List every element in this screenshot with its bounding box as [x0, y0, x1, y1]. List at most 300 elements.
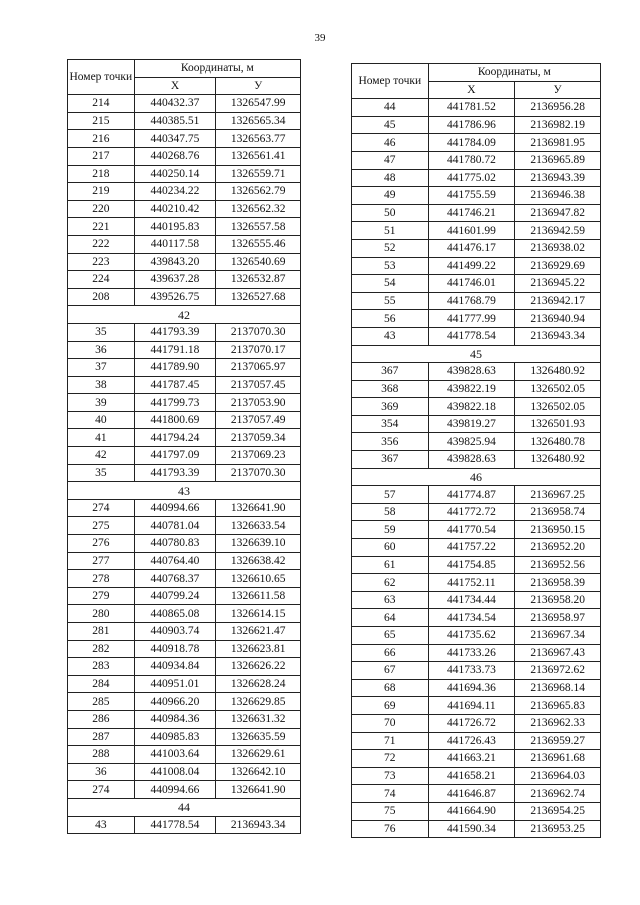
- table-row: [352, 556, 601, 574]
- x-coordinate-cell: 441780.72: [428, 151, 515, 169]
- point-number-cell: 42: [68, 447, 135, 465]
- x-coordinate-cell: 441008.04: [134, 763, 216, 781]
- y-coordinate-cell: 1326502.05: [515, 398, 601, 416]
- y-coordinate-cell: 2136961.68: [515, 750, 601, 768]
- point-number-cell: 38: [68, 376, 135, 394]
- y-coordinate-cell: 2137069.23: [216, 447, 301, 465]
- y-coordinate-cell: 2136972.62: [515, 662, 601, 680]
- table-row: [352, 521, 601, 539]
- table-row: [352, 327, 601, 345]
- x-coordinate-cell: 441791.18: [134, 341, 216, 359]
- x-coordinate-cell: 441601.99: [428, 222, 515, 240]
- x-coordinate-cell: 440799.24: [134, 587, 216, 605]
- table-row: [352, 767, 601, 785]
- x-coordinate-cell: 439828.63: [428, 451, 515, 469]
- table-row: [352, 151, 601, 169]
- x-coordinate-cell: 440903.74: [134, 623, 216, 641]
- section-row: [352, 345, 601, 363]
- x-coordinate-cell: 440865.08: [134, 605, 216, 623]
- table-row: [352, 415, 601, 433]
- x-coordinate-cell: 441786.96: [428, 116, 515, 134]
- x-coordinate-cell: 441784.09: [428, 134, 515, 152]
- point-number-cell: 218: [68, 165, 135, 183]
- table-body-right: [352, 99, 601, 838]
- point-number-cell: 274: [68, 499, 135, 517]
- table-row: [68, 587, 301, 605]
- y-coordinate-cell: 1326547.99: [216, 95, 301, 113]
- point-number-cell: 68: [352, 679, 429, 697]
- x-coordinate-cell: 440918.78: [134, 640, 216, 658]
- coordinates-table-right: [351, 63, 601, 838]
- point-number-cell: 65: [352, 627, 429, 645]
- x-coordinate-cell: 440966.20: [134, 693, 216, 711]
- table-row: [68, 517, 301, 535]
- table-row: [68, 411, 301, 429]
- table-row: [68, 816, 301, 834]
- y-coordinate-cell: 2136958.20: [515, 591, 601, 609]
- point-number-cell: 50: [352, 204, 429, 222]
- y-header: У: [216, 77, 301, 95]
- table-row: [68, 271, 301, 289]
- point-number-cell: 43: [68, 816, 135, 834]
- x-coordinate-cell: 439822.18: [428, 398, 515, 416]
- section-row: [68, 306, 301, 324]
- point-number-cell: 219: [68, 183, 135, 201]
- table-row: [68, 165, 301, 183]
- point-number-cell: 63: [352, 591, 429, 609]
- point-number-cell: 40: [68, 411, 135, 429]
- table-row: [352, 239, 601, 257]
- y-coordinate-cell: 2136958.74: [515, 503, 601, 521]
- section-label: 43: [68, 482, 301, 500]
- x-coordinate-cell: 440994.66: [134, 499, 216, 517]
- table-row: [352, 363, 601, 381]
- x-coordinate-cell: 439526.75: [134, 288, 216, 306]
- point-number-cell: 45: [352, 116, 429, 134]
- table-row: [352, 679, 601, 697]
- x-coordinate-cell: 441778.54: [134, 816, 216, 834]
- table-row: [352, 451, 601, 469]
- table-row: [68, 183, 301, 201]
- point-number-cell: 48: [352, 169, 429, 187]
- point-number-cell: 69: [352, 697, 429, 715]
- table-row: [352, 539, 601, 557]
- y-coordinate-cell: 2136967.43: [515, 644, 601, 662]
- table-row: [352, 433, 601, 451]
- section-row: [68, 482, 301, 500]
- x-coordinate-cell: 440780.83: [134, 535, 216, 553]
- table-row: [68, 235, 301, 253]
- table-row: [68, 570, 301, 588]
- point-number-cell: 67: [352, 662, 429, 680]
- x-coordinate-cell: 440432.37: [134, 95, 216, 113]
- point-number-cell: 354: [352, 415, 429, 433]
- page-number: 39: [314, 32, 326, 44]
- y-coordinate-cell: 1326639.10: [216, 535, 301, 553]
- point-number-cell: 71: [352, 732, 429, 750]
- y-coordinate-cell: 1326641.90: [216, 781, 301, 799]
- y-coordinate-cell: 1326629.61: [216, 746, 301, 764]
- point-number-cell: 285: [68, 693, 135, 711]
- table-row: [68, 394, 301, 412]
- point-number-cell: 43: [352, 327, 429, 345]
- y-coordinate-cell: 2136959.27: [515, 732, 601, 750]
- y-coordinate-cell: 1326633.54: [216, 517, 301, 535]
- point-number-cell: 47: [352, 151, 429, 169]
- point-number-cell: 57: [352, 486, 429, 504]
- y-coordinate-cell: 1326562.32: [216, 200, 301, 218]
- x-coordinate-cell: 439825.94: [428, 433, 515, 451]
- point-number-cell: 215: [68, 112, 135, 130]
- table-row: [352, 697, 601, 715]
- x-coordinate-cell: 440234.22: [134, 183, 216, 201]
- x-coordinate-cell: 439819.27: [428, 415, 515, 433]
- y-coordinate-cell: 1326527.68: [216, 288, 301, 306]
- y-header: У: [515, 81, 601, 99]
- y-coordinate-cell: 2137059.34: [216, 429, 301, 447]
- point-number-cell: 51: [352, 222, 429, 240]
- y-coordinate-cell: 2137057.49: [216, 411, 301, 429]
- x-coordinate-cell: 440347.75: [134, 130, 216, 148]
- y-coordinate-cell: 2137070.30: [216, 464, 301, 482]
- point-number-cell: 223: [68, 253, 135, 271]
- y-coordinate-cell: 2136942.59: [515, 222, 601, 240]
- table-row: [352, 820, 601, 838]
- y-coordinate-cell: 2136952.56: [515, 556, 601, 574]
- point-number-cell: 220: [68, 200, 135, 218]
- x-coordinate-cell: 441752.11: [428, 574, 515, 592]
- table-row: [352, 187, 601, 205]
- y-coordinate-cell: 1326635.59: [216, 728, 301, 746]
- x-coordinate-cell: 441590.34: [428, 820, 515, 838]
- y-coordinate-cell: 2137057.45: [216, 376, 301, 394]
- table-row: [68, 781, 301, 799]
- y-coordinate-cell: 2136981.95: [515, 134, 601, 152]
- x-coordinate-cell: 441733.73: [428, 662, 515, 680]
- y-coordinate-cell: 1326540.69: [216, 253, 301, 271]
- table-row: [68, 535, 301, 553]
- point-number-cell: 221: [68, 218, 135, 236]
- x-coordinate-cell: 441777.99: [428, 310, 515, 328]
- coordinates-header: Координаты, м: [428, 64, 600, 82]
- point-number-cell: 280: [68, 605, 135, 623]
- point-number-cell: 367: [352, 363, 429, 381]
- section-label: 45: [352, 345, 601, 363]
- x-coordinate-cell: 440210.42: [134, 200, 216, 218]
- point-number-cell: 49: [352, 187, 429, 205]
- point-number-cell: 356: [352, 433, 429, 451]
- y-coordinate-cell: 2136929.69: [515, 257, 601, 275]
- point-number-cell: 282: [68, 640, 135, 658]
- point-number-cell: 208: [68, 288, 135, 306]
- x-coordinate-cell: 441499.22: [428, 257, 515, 275]
- point-number-cell: 54: [352, 275, 429, 293]
- point-number-cell: 59: [352, 521, 429, 539]
- y-coordinate-cell: 2136942.17: [515, 292, 601, 310]
- point-number-cell: 75: [352, 802, 429, 820]
- table-row: [352, 275, 601, 293]
- table-row: [352, 398, 601, 416]
- x-coordinate-cell: 440768.37: [134, 570, 216, 588]
- y-coordinate-cell: 2136962.74: [515, 785, 601, 803]
- table-row: [68, 147, 301, 165]
- point-number-cell: 279: [68, 587, 135, 605]
- point-number-cell: 224: [68, 271, 135, 289]
- x-coordinate-cell: 440984.36: [134, 710, 216, 728]
- y-coordinate-cell: 1326626.22: [216, 658, 301, 676]
- x-header: X: [428, 81, 515, 99]
- table-row: [68, 605, 301, 623]
- y-coordinate-cell: 1326621.47: [216, 623, 301, 641]
- table-row: [352, 99, 601, 117]
- point-number-cell: 53: [352, 257, 429, 275]
- point-number-cell: 72: [352, 750, 429, 768]
- point-number-cell: 287: [68, 728, 135, 746]
- y-coordinate-cell: 2137070.30: [216, 323, 301, 341]
- point-number-cell: 368: [352, 380, 429, 398]
- point-number-cell: 216: [68, 130, 135, 148]
- section-label: 42: [68, 306, 301, 324]
- table-row: [68, 675, 301, 693]
- y-coordinate-cell: 2136940.94: [515, 310, 601, 328]
- y-coordinate-cell: 1326561.41: [216, 147, 301, 165]
- table-row: [68, 218, 301, 236]
- y-coordinate-cell: 1326563.77: [216, 130, 301, 148]
- y-coordinate-cell: 2136953.25: [515, 820, 601, 838]
- table-row: [68, 429, 301, 447]
- table-row: [352, 662, 601, 680]
- x-coordinate-cell: 441800.69: [134, 411, 216, 429]
- x-coordinate-cell: 441772.72: [428, 503, 515, 521]
- y-coordinate-cell: 2136945.22: [515, 275, 601, 293]
- x-coordinate-cell: 440250.14: [134, 165, 216, 183]
- y-coordinate-cell: 2136967.34: [515, 627, 601, 645]
- x-coordinate-cell: 439843.20: [134, 253, 216, 271]
- table-row: [352, 204, 601, 222]
- y-coordinate-cell: 1326611.58: [216, 587, 301, 605]
- point-number-cell: 70: [352, 714, 429, 732]
- coordinates-table-left: [67, 59, 301, 834]
- y-coordinate-cell: 2136965.89: [515, 151, 601, 169]
- x-coordinate-cell: 441799.73: [134, 394, 216, 412]
- table-row: [68, 693, 301, 711]
- point-number-cell: 286: [68, 710, 135, 728]
- table-row: [68, 464, 301, 482]
- point-number-cell: 74: [352, 785, 429, 803]
- point-number-cell: 222: [68, 235, 135, 253]
- x-coordinate-cell: 441694.11: [428, 697, 515, 715]
- table-row: [352, 802, 601, 820]
- y-coordinate-cell: 2136982.19: [515, 116, 601, 134]
- table-row: [68, 376, 301, 394]
- point-number-cell: 73: [352, 767, 429, 785]
- table-row: [68, 499, 301, 517]
- y-coordinate-cell: 1326565.34: [216, 112, 301, 130]
- y-coordinate-cell: 1326502.05: [515, 380, 601, 398]
- y-coordinate-cell: 1326610.65: [216, 570, 301, 588]
- table-row: [68, 359, 301, 377]
- x-coordinate-cell: 440951.01: [134, 675, 216, 693]
- x-coordinate-cell: 440985.83: [134, 728, 216, 746]
- table-row: [68, 341, 301, 359]
- table-row: [352, 732, 601, 750]
- y-coordinate-cell: 2136943.34: [216, 816, 301, 834]
- point-number-cell: 288: [68, 746, 135, 764]
- y-coordinate-cell: 1326501.93: [515, 415, 601, 433]
- point-number-cell: 36: [68, 763, 135, 781]
- y-coordinate-cell: 2136943.34: [515, 327, 601, 345]
- point-number-cell: 56: [352, 310, 429, 328]
- x-coordinate-cell: 441754.85: [428, 556, 515, 574]
- x-coordinate-cell: 441755.59: [428, 187, 515, 205]
- table-row: [352, 292, 601, 310]
- point-number-cell: 217: [68, 147, 135, 165]
- y-coordinate-cell: 1326628.24: [216, 675, 301, 693]
- section-label: 46: [352, 468, 601, 486]
- y-coordinate-cell: 2136956.28: [515, 99, 601, 117]
- table-row: [68, 130, 301, 148]
- table-row: [352, 609, 601, 627]
- point-number-cell: 36: [68, 341, 135, 359]
- point-number-cell: 369: [352, 398, 429, 416]
- y-coordinate-cell: 1326562.79: [216, 183, 301, 201]
- x-coordinate-cell: 441793.39: [134, 323, 216, 341]
- point-number-cell: 278: [68, 570, 135, 588]
- x-coordinate-cell: 440934.84: [134, 658, 216, 676]
- coordinates-header: Координаты, м: [134, 60, 300, 78]
- point-number-cell: 214: [68, 95, 135, 113]
- x-coordinate-cell: 441789.90: [134, 359, 216, 377]
- table-row: [352, 134, 601, 152]
- x-coordinate-cell: 441726.43: [428, 732, 515, 750]
- point-number-cell: 44: [352, 99, 429, 117]
- x-coordinate-cell: 441746.01: [428, 275, 515, 293]
- y-coordinate-cell: 2136947.82: [515, 204, 601, 222]
- table-row: [352, 116, 601, 134]
- point-number-cell: 55: [352, 292, 429, 310]
- y-coordinate-cell: 2137070.17: [216, 341, 301, 359]
- x-coordinate-cell: 441003.64: [134, 746, 216, 764]
- point-number-cell: 61: [352, 556, 429, 574]
- y-coordinate-cell: 2136964.03: [515, 767, 601, 785]
- y-coordinate-cell: 1326641.90: [216, 499, 301, 517]
- point-number-cell: 283: [68, 658, 135, 676]
- table-row: [68, 447, 301, 465]
- table-row: [352, 169, 601, 187]
- x-coordinate-cell: 441658.21: [428, 767, 515, 785]
- table-row: [352, 750, 601, 768]
- table-row: [352, 503, 601, 521]
- section-row: [68, 798, 301, 816]
- y-coordinate-cell: 1326629.85: [216, 693, 301, 711]
- x-coordinate-cell: 441476.17: [428, 239, 515, 257]
- point-number-cell: 367: [352, 451, 429, 469]
- table-row: [68, 658, 301, 676]
- point-number-cell: 76: [352, 820, 429, 838]
- y-coordinate-cell: 1326480.92: [515, 363, 601, 381]
- y-coordinate-cell: 2136938.02: [515, 239, 601, 257]
- x-coordinate-cell: 441797.09: [134, 447, 216, 465]
- x-coordinate-cell: 441768.79: [428, 292, 515, 310]
- table-row: [352, 486, 601, 504]
- table-row: [68, 552, 301, 570]
- point-number-cell: 281: [68, 623, 135, 641]
- point-number-header: Номер точки: [68, 60, 135, 95]
- y-coordinate-cell: 2136946.38: [515, 187, 601, 205]
- y-coordinate-cell: 2137065.97: [216, 359, 301, 377]
- x-coordinate-cell: 441793.39: [134, 464, 216, 482]
- point-number-cell: 60: [352, 539, 429, 557]
- y-coordinate-cell: 1326555.46: [216, 235, 301, 253]
- x-header: X: [134, 77, 216, 95]
- x-coordinate-cell: 441757.22: [428, 539, 515, 557]
- x-coordinate-cell: 441663.21: [428, 750, 515, 768]
- x-coordinate-cell: 441787.45: [134, 376, 216, 394]
- x-coordinate-cell: 440268.76: [134, 147, 216, 165]
- x-coordinate-cell: 439822.19: [428, 380, 515, 398]
- y-coordinate-cell: 1326631.32: [216, 710, 301, 728]
- y-coordinate-cell: 1326559.71: [216, 165, 301, 183]
- y-coordinate-cell: 2136968.14: [515, 679, 601, 697]
- table-row: [68, 728, 301, 746]
- point-number-cell: 41: [68, 429, 135, 447]
- table-row: [68, 200, 301, 218]
- x-coordinate-cell: 441746.21: [428, 204, 515, 222]
- x-coordinate-cell: 441781.52: [428, 99, 515, 117]
- x-coordinate-cell: 439637.28: [134, 271, 216, 289]
- x-coordinate-cell: 439828.63: [428, 363, 515, 381]
- x-coordinate-cell: 441694.36: [428, 679, 515, 697]
- x-coordinate-cell: 441734.44: [428, 591, 515, 609]
- point-number-cell: 37: [68, 359, 135, 377]
- table-row: [352, 644, 601, 662]
- point-number-cell: 66: [352, 644, 429, 662]
- x-coordinate-cell: 441664.90: [428, 802, 515, 820]
- table-row: [352, 574, 601, 592]
- y-coordinate-cell: 2136950.15: [515, 521, 601, 539]
- point-number-cell: 46: [352, 134, 429, 152]
- point-number-cell: 277: [68, 552, 135, 570]
- y-coordinate-cell: 1326532.87: [216, 271, 301, 289]
- table-row: [352, 310, 601, 328]
- x-coordinate-cell: 441646.87: [428, 785, 515, 803]
- x-coordinate-cell: 441778.54: [428, 327, 515, 345]
- table-row: [352, 257, 601, 275]
- y-coordinate-cell: 1326642.10: [216, 763, 301, 781]
- table-row: [68, 323, 301, 341]
- table-row: [68, 763, 301, 781]
- table-row: [352, 627, 601, 645]
- point-number-cell: 284: [68, 675, 135, 693]
- section-row: [352, 468, 601, 486]
- x-coordinate-cell: 441774.87: [428, 486, 515, 504]
- table-row: [352, 714, 601, 732]
- table-row: [352, 222, 601, 240]
- y-coordinate-cell: 1326614.15: [216, 605, 301, 623]
- x-coordinate-cell: 441735.62: [428, 627, 515, 645]
- y-coordinate-cell: 1326638.42: [216, 552, 301, 570]
- table-row: [68, 623, 301, 641]
- table-row: [68, 112, 301, 130]
- table-body-left: [68, 95, 301, 834]
- table-row: [68, 710, 301, 728]
- y-coordinate-cell: 2136943.39: [515, 169, 601, 187]
- point-number-cell: 62: [352, 574, 429, 592]
- x-coordinate-cell: 441734.54: [428, 609, 515, 627]
- x-coordinate-cell: 440781.04: [134, 517, 216, 535]
- point-number-cell: 39: [68, 394, 135, 412]
- y-coordinate-cell: 1326557.58: [216, 218, 301, 236]
